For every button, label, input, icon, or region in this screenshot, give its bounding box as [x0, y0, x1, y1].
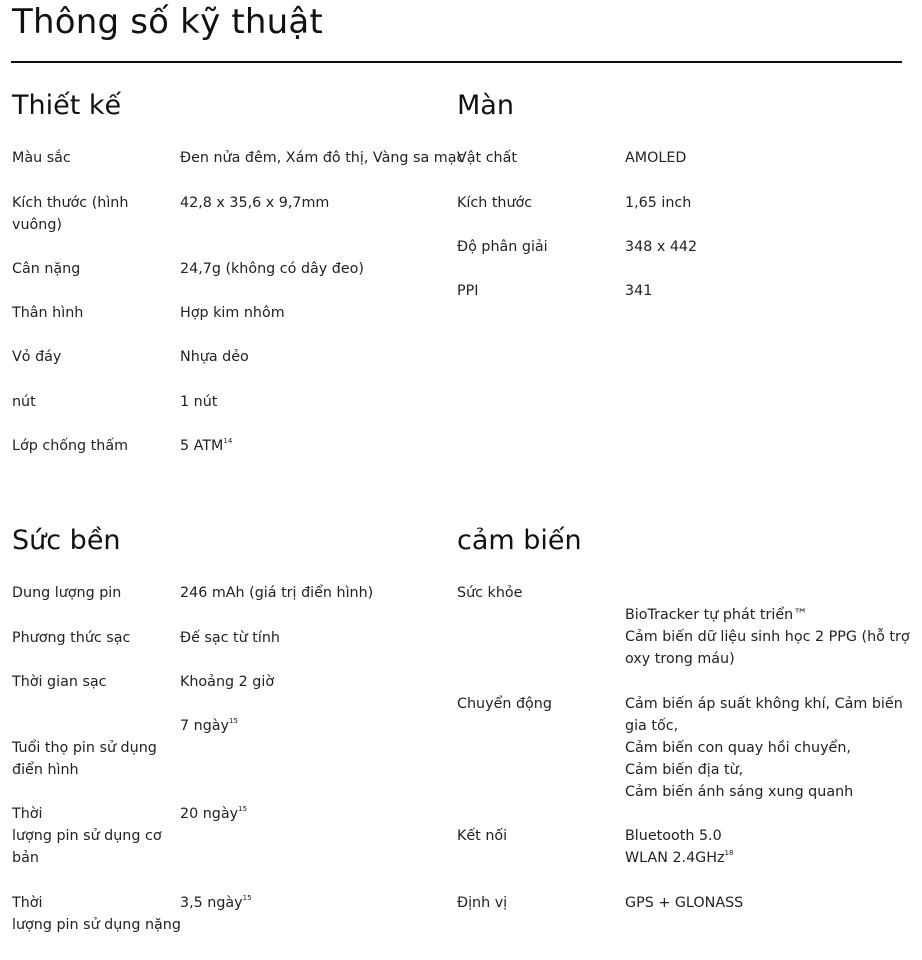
- spec-label-ppi: PPI: [457, 283, 479, 299]
- spec-value-color: Đen nửa đêm, Xám đô thị, Vàng sa mạc: [180, 150, 465, 166]
- spec-label-weight: Cân nặng: [12, 261, 81, 277]
- spec-label-display-size: Kích thước: [457, 195, 533, 211]
- spec-value-positioning: GPS + GLONASS: [625, 895, 744, 911]
- footnote-marker: 15: [238, 805, 248, 813]
- spec-label-health: Sức khỏe: [457, 585, 523, 601]
- spec-value-resolution: 348 x 442: [625, 239, 698, 255]
- spec-label-battery-capacity: Dung lượng pin: [12, 585, 122, 601]
- spec-value-typical-life: 7 ngày$^{15}$: [180, 717, 238, 734]
- title-divider: [11, 61, 902, 63]
- spec-value-weight: 24,7g (không có dây đeo): [180, 261, 364, 277]
- spec-value-ppi: 341: [625, 283, 653, 299]
- spec-value-display-size: 1,65 inch: [625, 195, 692, 211]
- spec-label-basic-life: Thời lượng pin sử dụng cơ bản: [12, 806, 162, 866]
- spec-label-heavy-life: Thời lượng pin sử dụng nặng: [12, 895, 181, 933]
- section-title-design: Thiết kế: [12, 90, 122, 121]
- spec-value-bottom-case: Nhựa dẻo: [180, 349, 249, 365]
- footnote-marker: 15: [242, 894, 252, 902]
- spec-label-buttons: nút: [12, 394, 36, 410]
- spec-label-bottom-case: Vỏ đáy: [12, 349, 62, 365]
- spec-label-motion: Chuyển động: [457, 696, 552, 712]
- spec-label-positioning: Định vị: [457, 895, 508, 911]
- footnote-marker: 18: [724, 849, 734, 857]
- spec-label-color: Màu sắc: [12, 150, 71, 166]
- spec-value-battery-capacity: 246 mAh (giá trị điển hình): [180, 585, 374, 601]
- footnote-marker: 15: [229, 717, 238, 725]
- spec-label-resolution: Độ phân giải: [457, 239, 548, 255]
- spec-label-size: Kích thước (hình vuông): [12, 195, 129, 233]
- section-title-sensors: cảm biến: [457, 525, 582, 556]
- spec-label-typical-life: Tuổi thọ pin sử dụng điển hình: [12, 740, 157, 778]
- spec-value-charging-method: Đế sạc từ tính: [180, 630, 280, 646]
- spec-label-connectivity: Kết nối: [457, 828, 508, 844]
- spec-value-basic-life: 20 ngày$^{15}$: [180, 805, 248, 822]
- spec-label-water-resistance: Lớp chống thấm: [12, 438, 129, 454]
- spec-label-body: Thân hình: [12, 305, 84, 321]
- spec-value-health: BioTracker tự phát triển™ Cảm biến dữ liệu sinh học 2 PPG (hỗ trợ oxy trong máu): [625, 607, 910, 667]
- spec-value-size: 42,8 x 35,6 x 9,7mm: [180, 195, 330, 211]
- section-title-battery: Sức bền: [12, 525, 121, 556]
- spec-value-heavy-life: 3,5 ngày$^{15}$: [180, 894, 252, 911]
- section-title-display: Màn: [457, 90, 514, 121]
- spec-label-material: Vật chất: [457, 150, 517, 166]
- spec-value-water-resistance: 5 ATM$^{14}$: [180, 437, 233, 454]
- spec-value-motion: Cảm biến áp suất không khí, Cảm biến gia tốc, Cảm biến con quay hồi chuyển, Cảm biến địa từ, Cảm biến ánh sáng xung quanh: [625, 696, 903, 800]
- page-title: Thông số kỹ thuật: [12, 2, 323, 42]
- spec-label-charging-time: Thời gian sạc: [12, 674, 107, 690]
- spec-value-connectivity: Bluetooth 5.0 WLAN 2.4GHz$^{18}$: [625, 828, 734, 866]
- spec-value-material: AMOLED: [625, 150, 687, 166]
- footnote-marker: 14: [223, 437, 233, 445]
- spec-value-charging-time: Khoảng 2 giờ: [180, 674, 275, 690]
- spec-label-charging-method: Phương thức sạc: [12, 630, 131, 646]
- spec-value-body: Hợp kim nhôm: [180, 305, 285, 321]
- spec-value-buttons: 1 nút: [180, 394, 218, 410]
